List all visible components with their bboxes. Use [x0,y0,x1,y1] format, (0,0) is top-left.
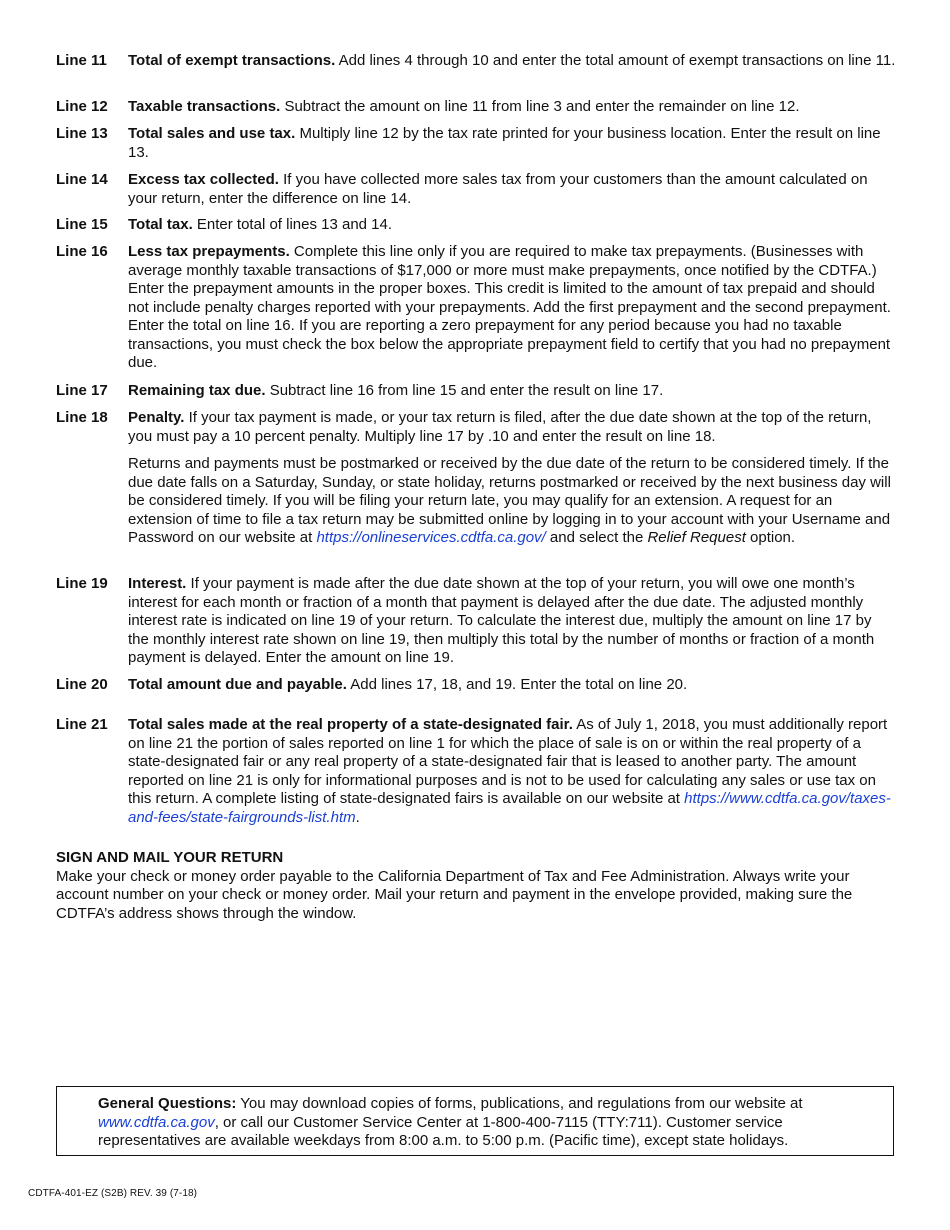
line-11-instruction [56,52,896,71]
line-18-instruction [56,409,896,446]
line-text [128,676,896,695]
line-body: Add lines 4 through 10 and enter the total amount of exempt transactions on line 11. [335,52,896,69]
state-fairgrounds-list-link[interactable]: https://www.cdtfa.ca.gov/taxes-and-fees/state-fairgrounds-list.htm [128,790,891,826]
line-title: Total tax. [128,216,193,233]
section-heading: SIGN AND MAIL YOUR RETURN [56,849,284,866]
line-14-instruction [56,171,896,208]
note-text: Returns and payments must be postmarked or received by the due date of the return to be considered timely. If the due date falls on a Saturday, Sunday, or state holiday, returns postmarked or received by the next business day will be considered timely. If you will be filing your return late, you may qualify for an extension. A request for an extension of time to file a tax return may be submitted online by logging in to your account with your Username and Password on our website at [128,455,891,546]
line-label: Line 11 [56,52,107,69]
line-label: Line 18 [56,409,108,426]
line-title: Total of exempt transactions. [128,52,336,69]
line-body: Subtract the amount on line 11 from line 3 and enter the remainder on line 12. [280,98,800,115]
line-title: Total amount due and payable. [128,676,347,693]
line-body: If you have collected more sales tax from your customers than the amount calculated on your return, enter the difference on line 14. [128,171,868,207]
line-text [128,409,896,446]
general-questions-box [56,1086,894,1156]
line-title: Penalty. [128,409,185,426]
line-body: As of July 1, 2018, you must additionally report on line 21 the portion of sales reported on line 1 for which the place of sale is on or within the real property of a state-designated fair or any real property of a state-designated fair that is leased to another party. The amount reported on line 21 is only for informational purposes and is not to be used for calculating any sales or use tax on this return. A complete listing of state-designated fairs is available on our website at [128,716,888,807]
line-label: Line 19 [56,575,108,592]
line-title: Excess tax collected. [128,171,279,188]
line-body: If your payment is made after the due date shown at the top of your return, you will owe one month’s interest for each month or fraction of a month that payment is delayed after the due date. The adjusted monthly interest rate is indicated on line 19 of your return. To calculate the interest due, multiply the amount on line 17 by the monthly interest rate shown on line 19, then multiply this total by the number of months or fraction of a month payment is delayed. Enter the amount on line 19. [128,575,875,666]
line-body: Enter total of lines 13 and 14. [192,216,393,233]
line-body: Add lines 17, 18, and 19. Enter the total on line 20. [346,676,688,693]
line-title: Total sales and use tax. [128,125,296,142]
line-text [128,52,896,71]
line-text [128,171,896,208]
line-18-timely-filing-note [128,455,896,548]
line-body: If your tax payment is made, or your tax return is filed, after the due date shown at the top of the return, you must pay a 10 percent penalty. Multiply line 17 by .10 and enter the result on line 18. [128,409,872,445]
line-text [128,98,896,117]
line-text [128,575,896,668]
general-questions-title: General Questions: [98,1095,237,1112]
line-title: Remaining tax due. [128,382,266,399]
line-title: Taxable transactions. [128,98,281,115]
line-body: Subtract line 16 from line 15 and enter the result on line 17. [265,382,664,399]
line-13-instruction [56,125,896,162]
line-19-instruction [56,575,896,668]
line-text [128,125,896,162]
general-questions-text [98,1095,878,1151]
line-12-instruction [56,98,896,117]
general-text-1: You may download copies of forms, publications, and regulations from our website at [236,1095,803,1112]
line-body: Multiply line 12 by the tax rate printed for your business location. Enter the result on line 13. [128,125,881,161]
line-label: Line 13 [56,125,108,142]
line-title: Interest. [128,575,187,592]
line-title: Less tax prepayments. [128,243,290,260]
line-body-after: . [355,808,360,826]
note-after: option. [745,529,796,546]
line-label: Line 20 [56,676,108,693]
relief-request-option: Relief Request [647,529,746,546]
general-text-2: , or call our Customer Service Center at 1-800-400-7115 (TTY:711). Customer service representatives are available weekdays from 8:00 a.m. to 5:00 p.m. (Pacific time), except state holidays. [98,1113,789,1149]
line-label: Line 16 [56,243,108,260]
line-label: Line 17 [56,382,108,399]
line-16-instruction [56,243,896,373]
line-15-instruction [56,216,896,235]
line-label: Line 15 [56,216,108,233]
line-title: Total sales made at the real property of a state-designated fair. [128,716,573,733]
section-text: Make your check or money order payable to the California Department of Tax and Fee Administration. Always write your account number on your check or money order. Mail your return and payment in the envelope provided, making sure the CDTFA’s address shows through the window. [56,867,853,922]
online-services-link[interactable]: https://onlineservices.cdtfa.ca.gov/ [316,529,546,546]
line-label: Line 12 [56,98,108,115]
line-label: Line 14 [56,171,108,188]
form-footer-id: CDTFA-401-EZ (S2B) REV. 39 (7-18) [28,1188,198,1199]
sign-and-mail-section [56,849,896,923]
line-text [128,216,896,235]
line-text [128,716,896,827]
line-body: Complete this line only if you are required to make tax prepayments. (Businesses with average monthly taxable transactions of $17,000 or more must make prepayments, once notified by the CDTFA.) Enter the prepayment amounts in the proper boxes. This credit is limited to the amount of tax prepaid and should not include penalty charges reported with your prepayments. Add the first prepayment and the second prepayment. Enter the total on line 16. If you are reporting a zero prepayment for any period because you had no taxable transactions, you must check the box below the appropriate prepayment field to certify that you had no prepayment due. [128,243,891,371]
line-text [128,243,896,373]
line-label: Line 21 [56,716,108,733]
note-middle: and select the [545,529,648,546]
line-text [128,382,896,401]
line-17-instruction [56,382,896,401]
line-21-instruction [56,716,896,827]
cdtfa-website-link[interactable]: www.cdtfa.ca.gov [98,1113,215,1131]
line-20-instruction [56,676,896,695]
